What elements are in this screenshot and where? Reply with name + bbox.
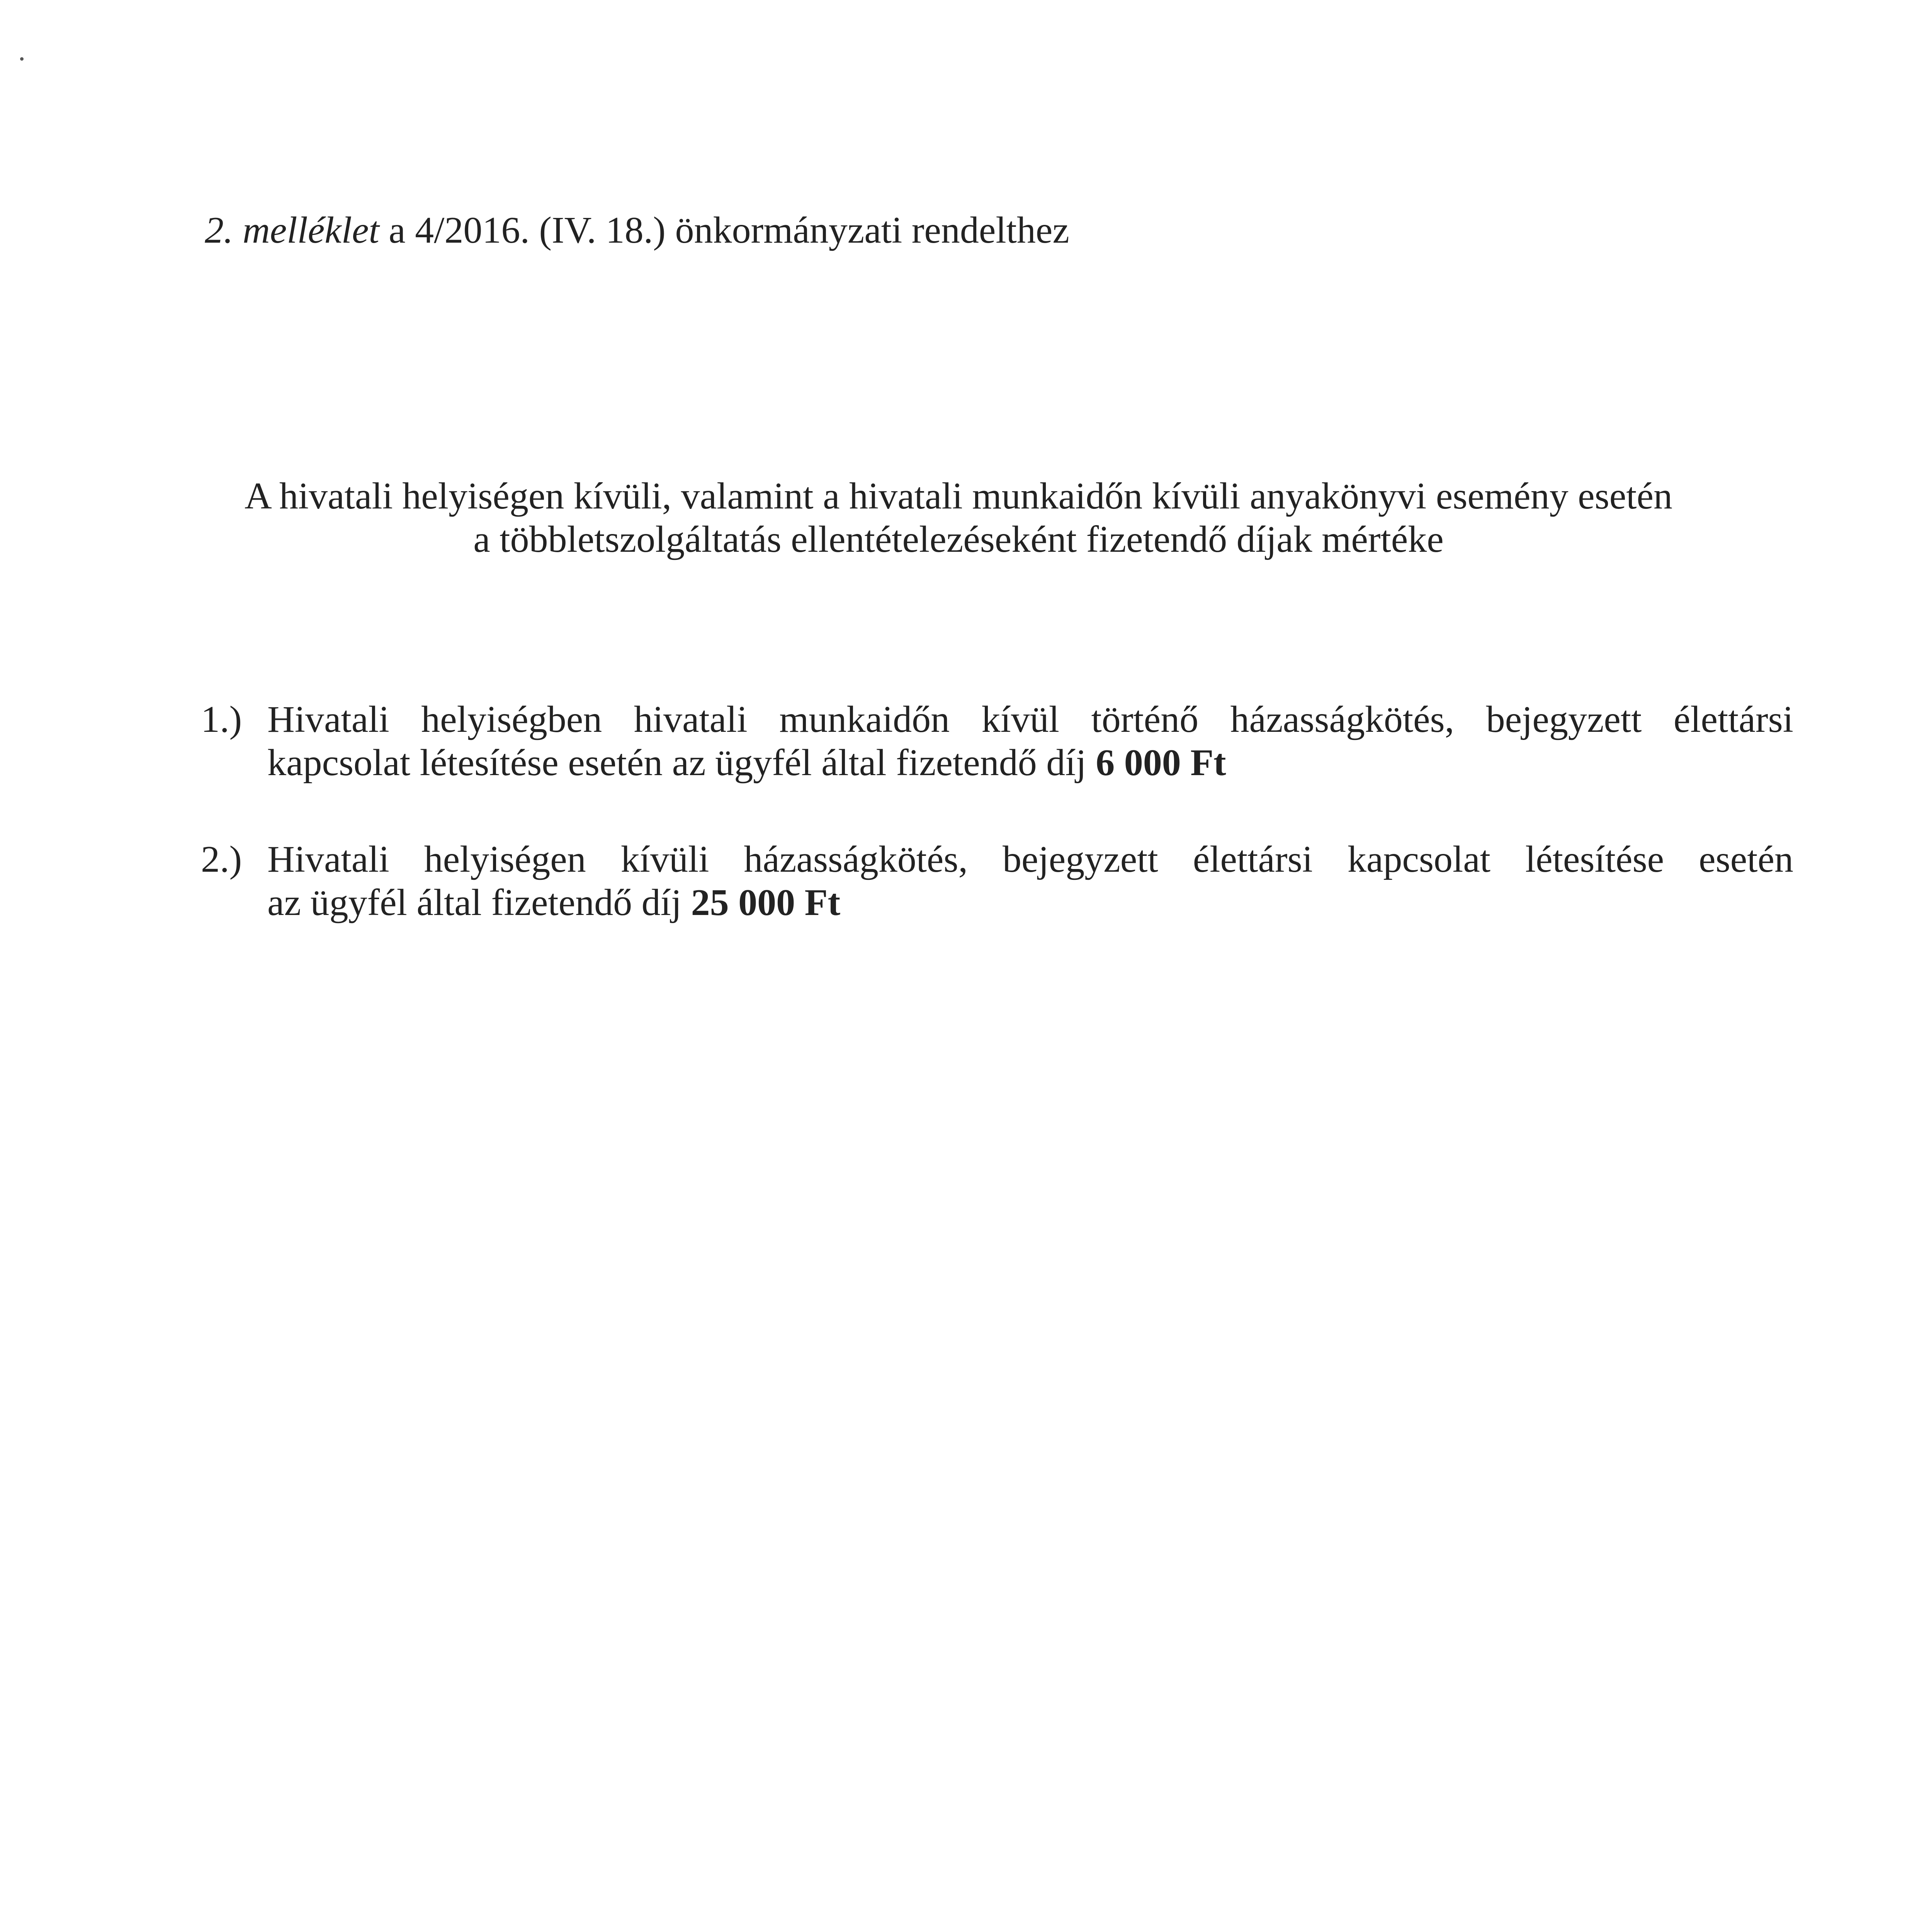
fee-item-line-2	[267, 881, 1793, 924]
fee-item-number: 2.)	[201, 838, 242, 880]
title-line-1: A hivatali helyiségen kívüli, valamint a hivatali munkaidőn kívüli anyakönyvi esemény esetén	[245, 475, 1672, 517]
fee-item-line-2	[267, 741, 1793, 784]
annex-label: 2. melléklet	[205, 209, 379, 251]
fee-amount: 6 000 Ft	[1096, 742, 1226, 784]
scan-artifact-dot	[20, 57, 24, 61]
fee-item-line-1: Hivatali helyiségben hivatali munkaidőn kívül történő házasságkötés, bejegyzett élettársi	[267, 699, 1793, 740]
annex-reference	[205, 208, 1069, 253]
fee-amount: 25 000 Ft	[691, 882, 841, 923]
annex-regulation-reference: a 4/2016. (IV. 18.) önkormányzati rendelthez	[379, 209, 1069, 251]
fee-item-description: kapcsolat létesítése esetén az ügyfél által fizetendő díj	[267, 742, 1096, 784]
fee-item-description: az ügyfél által fizetendő díj	[267, 882, 691, 923]
document-title	[0, 474, 1917, 561]
fee-item-line-1: Hivatali helyiségen kívüli házasságkötés, bejegyzett élettársi kapcsolat létesítése esetén	[267, 838, 1793, 880]
title-line-2: a többletszolgáltatás ellentételezéseként fizetendő díjak mértéke	[473, 519, 1444, 560]
fee-item-text	[267, 838, 1793, 924]
fee-item-text	[267, 698, 1793, 784]
fee-item-number: 1.)	[201, 699, 242, 740]
